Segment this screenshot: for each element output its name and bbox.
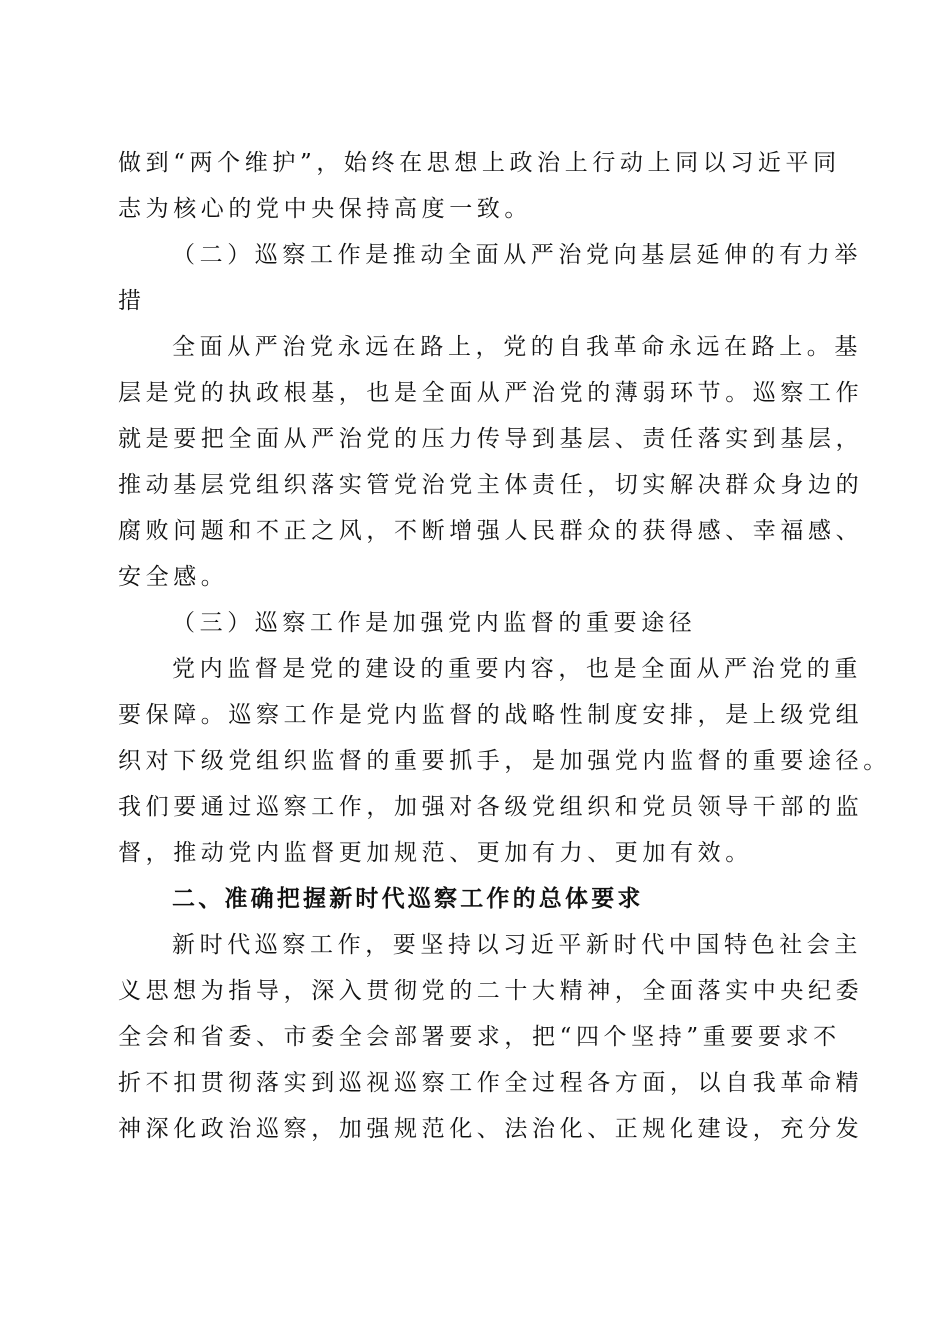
paragraph-line: 安全感。 — [118, 564, 229, 590]
document-body — [118, 140, 891, 1152]
paragraph-line: 全面从严治党永远在路上，党的自我革命永远在路上。基 — [172, 334, 862, 360]
paragraph-line: 折不扣贯彻落实到巡视巡察工作全过程各方面，以自我革命精 — [118, 1070, 864, 1096]
paragraph-line: 督，推动党内监督更加规范、更加有力、更加有效。 — [118, 840, 753, 866]
paragraph-line: 做到“两个维护”，始终在思想上政治上行动上同以习近平同 — [118, 150, 841, 176]
subheading-line: （三）巡察工作是加强党内监督的重要途径 — [172, 610, 697, 636]
paragraph-line: 党内监督是党的建设的重要内容，也是全面从严治党的重 — [172, 656, 862, 682]
paragraph-line: 义思想为指导，深入贯彻党的二十大精神，全面落实中央纪委 — [118, 978, 864, 1004]
subheading-line: 措 — [118, 288, 146, 314]
paragraph-line: 织对下级党组织监督的重要抓手，是加强党内监督的重要途径。 — [118, 748, 891, 774]
paragraph-line: 新时代巡察工作，要坚持以习近平新时代中国特色社会主 — [172, 932, 862, 958]
paragraph-line: 全会和省委、市委全会部署要求，把“四个坚持”重要要求不 — [118, 1024, 841, 1050]
paragraph-line: 我们要通过巡察工作，加强对各级党组织和党员领导干部的监 — [118, 794, 864, 820]
subheading-line: （二）巡察工作是推动全面从严治党向基层延伸的有力举 — [172, 242, 862, 268]
paragraph-line: 志为核心的党中央保持高度一致。 — [118, 196, 532, 222]
paragraph-line: 神深化政治巡察，加强规范化、法治化、正规化建设，充分发 — [118, 1116, 864, 1142]
section-heading: 二、准确把握新时代巡察工作的总体要求 — [172, 886, 644, 912]
paragraph-line: 要保障。巡察工作是党内监督的战略性制度安排，是上级党组 — [118, 702, 864, 728]
paragraph-line: 就是要把全面从严治党的压力传导到基层、责任落实到基层， — [118, 426, 864, 452]
paragraph-line: 层是党的执政根基，也是全面从严治党的薄弱环节。巡察工作 — [118, 380, 864, 406]
paragraph-line: 腐败问题和不正之风，不断增强人民群众的获得感、幸福感、 — [118, 518, 864, 544]
paragraph-line: 推动基层党组织落实管党治党主体责任，切实解决群众身边的 — [118, 472, 864, 498]
